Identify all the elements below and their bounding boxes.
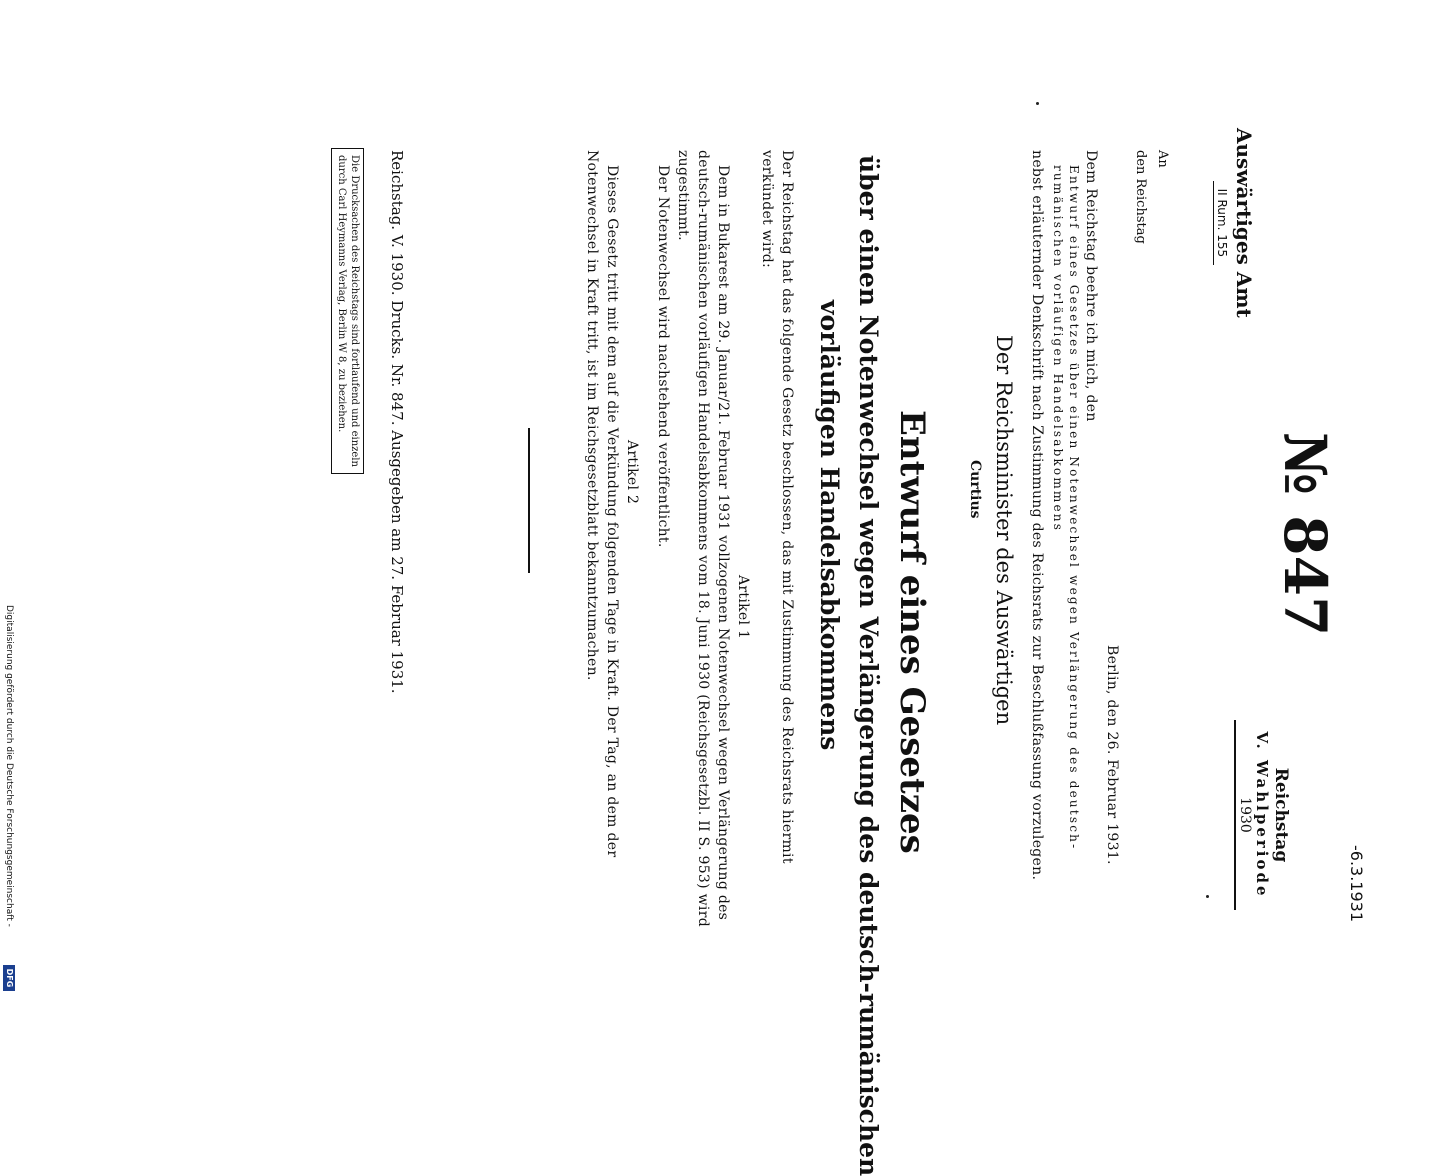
minister-title: Der Reichsminister des Auswärtigen: [992, 335, 1016, 726]
dfg-logo: DFG: [3, 965, 15, 991]
notice-line: Die Drucksachen des Reichstags sind fortlaufend und einzeln: [349, 155, 360, 467]
letter-line: Dem Reichstag beehre ich mich, den: [1083, 150, 1099, 422]
sender-reference: II Rum. 155: [1213, 181, 1228, 266]
article-1-line: deutsch-rumänischen vorläufigen Handelsabkommens vom 18. Juni 1930 (Reichsgesetzbl. II S. 953) wird: [695, 150, 711, 927]
article-1-heading: Artikel 1: [735, 575, 751, 640]
article-1-line: zugestimmt.: [675, 150, 691, 241]
draft-title: Entwurf eines Gesetzes: [892, 410, 932, 854]
scan-speck: [1206, 895, 1209, 898]
digitization-credit: Digitalisierung gefördert durch die Deutsche Forschungsgemeinschaft -: [4, 605, 14, 927]
reichstag-label: Reichstag: [1271, 767, 1291, 863]
article-2-line: Dieses Gesetz tritt mit dem auf die Verkündung folgenden Tage in Kraft. Der Tag, an dem der: [604, 165, 620, 858]
article-1-line: Dem in Bukarest am 29. Januar/21. Februar 1931 vollzogenen Notenwechsel wegen Verlängerung des: [715, 165, 731, 921]
signer-name: Curtius: [967, 460, 983, 519]
sender-block: [1213, 128, 1254, 318]
period-year: 1930: [1237, 797, 1253, 833]
distribution-notice: [331, 148, 364, 474]
letter-line: rumänischen vorläufigen Handelsabkommens: [1051, 165, 1065, 533]
article-1-line: Der Notenwechsel wird nachstehend veröffentlicht.: [655, 165, 671, 548]
draft-subtitle-2: vorläufigen Handelsabkommens: [815, 300, 844, 751]
letter-line: Entwurf eines Gesetzes über einen Notenwechsel wegen Verlängerung des deutsch-: [1067, 165, 1081, 851]
draft-intro-line: verkündet wird:: [759, 150, 775, 269]
digitization-bar: [0, 0, 16, 1000]
draft-intro-line: Der Reichstag hat das folgende Gesetz beschlossen, das mit Zustimmung des Reichsrats hiermit: [779, 150, 795, 864]
reichstag-period-box: [1234, 720, 1289, 910]
letter-place-date: Berlin, den 26. Februar 1931.: [1104, 645, 1120, 865]
article-2-heading: Artikel 2: [624, 440, 640, 505]
sender-name: Auswärtiges Amt: [1232, 128, 1256, 318]
article-2-line: Notenwechsel in Kraft tritt, ist im Reichsgesetzblatt bekanntzumachen.: [584, 150, 600, 681]
section-divider: [528, 428, 530, 573]
notice-line: durch Carl Heymanns Verlag, Berlin W 8, zu beziehen.: [336, 155, 348, 433]
letter-line: nebst erläuternder Denkschrift nach Zustimmung des Reichsrats zur Beschlußfassung vorzulegen.: [1029, 150, 1045, 881]
draft-subtitle-1: über einen Notenwechsel wegen Verlängerung des deutsch-rumänischen: [854, 155, 883, 1176]
receipt-date-stamp: -6.3.1931: [1347, 845, 1366, 923]
document-number: № 847: [1271, 432, 1339, 637]
wahlperiode-label: V. Wahlperiode: [1253, 731, 1271, 899]
addressee-line-1: An: [1155, 150, 1170, 168]
addressee-line-2: den Reichstag: [1133, 150, 1148, 244]
footer-line: Reichstag. V. 1930. Drucks. Nr. 847. Ausgegeben am 27. Februar 1931.: [388, 150, 406, 694]
scan-speck: [1036, 102, 1039, 105]
